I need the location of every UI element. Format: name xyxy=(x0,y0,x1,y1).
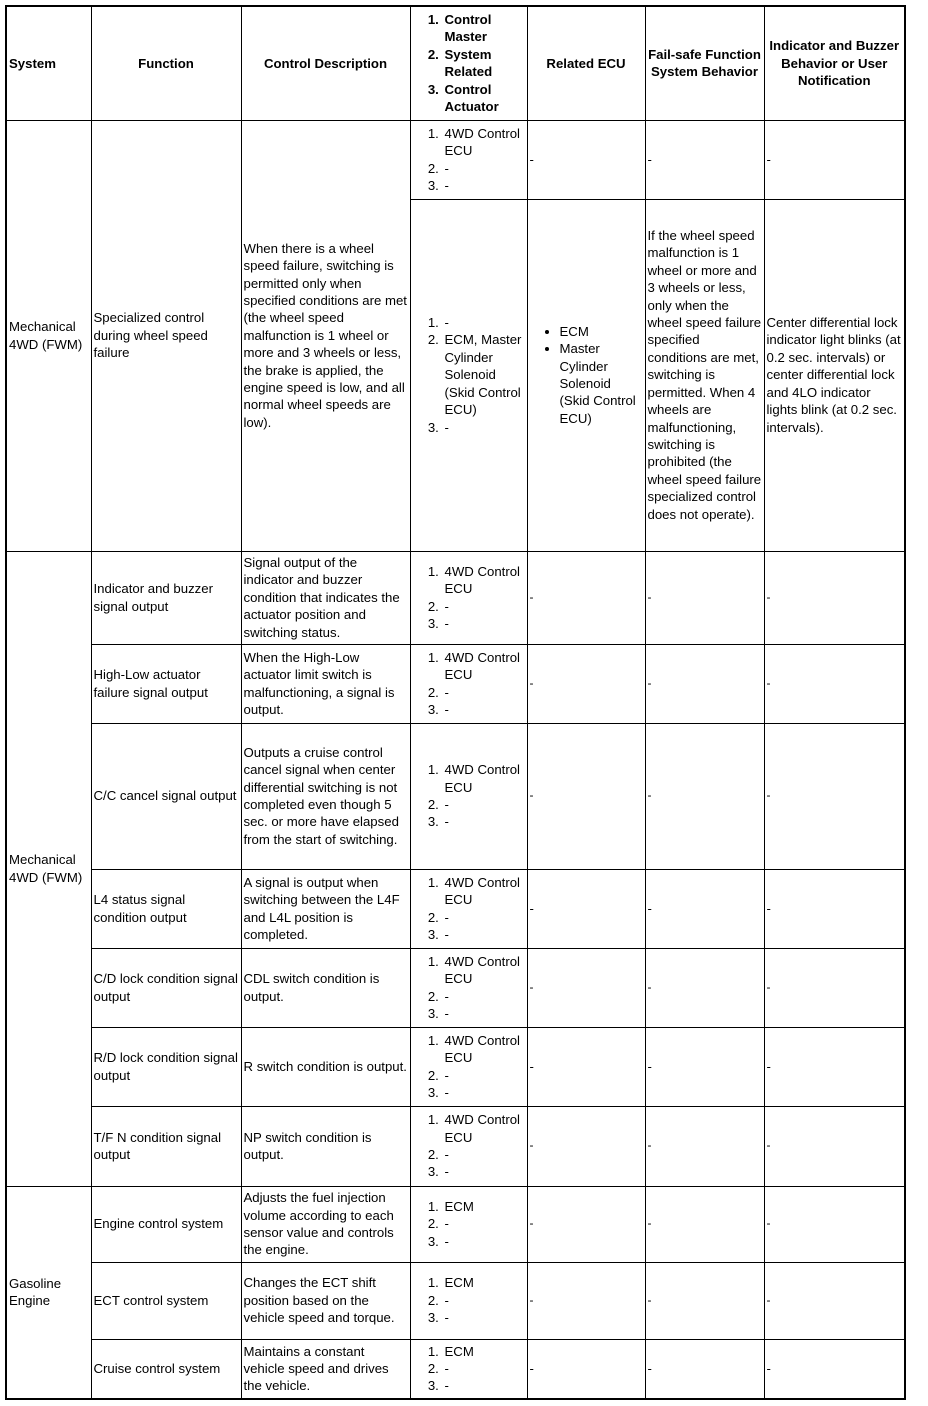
system-function-table xyxy=(5,5,906,1400)
indicator-cell: - xyxy=(764,1262,905,1339)
control-master-item: 2. - xyxy=(443,1360,525,1377)
header-control-description: Control Description xyxy=(241,6,410,120)
fail-safe-cell: - xyxy=(645,551,764,644)
control-master-cell xyxy=(410,948,527,1027)
table-row xyxy=(6,120,905,199)
control-master-item: 2. - xyxy=(443,988,525,1005)
control-master-item: 2. - xyxy=(443,684,525,701)
fail-safe-cell: - xyxy=(645,723,764,869)
control-master-cell xyxy=(410,199,527,551)
control-master-item: 2. - xyxy=(443,1146,525,1163)
table-row xyxy=(6,1186,905,1262)
header-control-master-item: 1. Control Master xyxy=(443,11,525,46)
control-master-item: 1. 4WD Control ECU xyxy=(443,649,525,684)
indicator-cell: Center differential lock indicator light blinks (at 0.2 sec. intervals) or center differential lock and 4LO indicator lights blink (at 0.2 sec. intervals). xyxy=(764,199,905,551)
table-row xyxy=(6,644,905,723)
related-ecu-cell: - xyxy=(527,723,645,869)
function-cell: Specialized control during wheel speed failure xyxy=(91,120,241,551)
description-cell: NP switch condition is output. xyxy=(241,1106,410,1186)
related-ecu-cell: - xyxy=(527,1339,645,1399)
table-row xyxy=(6,1106,905,1186)
related-ecu-cell: - xyxy=(527,1262,645,1339)
fail-safe-cell: - xyxy=(645,1106,764,1186)
indicator-cell: - xyxy=(764,723,905,869)
control-master-cell xyxy=(410,723,527,869)
related-ecu-cell: - xyxy=(527,869,645,948)
related-ecu-cell: - xyxy=(527,1186,645,1262)
control-master-item: 2. - xyxy=(443,160,525,177)
control-master-cell xyxy=(410,644,527,723)
control-master-item: 1. 4WD Control ECU xyxy=(443,761,525,796)
description-cell: R switch condition is output. xyxy=(241,1027,410,1106)
control-master-cell xyxy=(410,120,527,199)
description-cell: Outputs a cruise control cancel signal when center differential switching is not completed even though 5 sec. or more have elapsed from the start of switching. xyxy=(241,723,410,869)
function-cell: Engine control system xyxy=(91,1186,241,1262)
control-master-item: 3. - xyxy=(443,1377,525,1394)
fail-safe-cell: - xyxy=(645,869,764,948)
table-row xyxy=(6,1262,905,1339)
fail-safe-cell: - xyxy=(645,1186,764,1262)
table-row xyxy=(6,1339,905,1399)
function-cell: Cruise control system xyxy=(91,1339,241,1399)
description-cell: Maintains a constant vehicle speed and drives the vehicle. xyxy=(241,1339,410,1399)
related-ecu-cell: - xyxy=(527,644,645,723)
fail-safe-cell: - xyxy=(645,1339,764,1399)
control-master-item: 3. - xyxy=(443,813,525,830)
table-row xyxy=(6,551,905,644)
description-cell: A signal is output when switching between the L4F and L4L position is completed. xyxy=(241,869,410,948)
control-master-item: 1. ECM xyxy=(443,1274,525,1291)
header-control-master-item: 3. Control Actuator xyxy=(443,81,525,116)
fail-safe-cell: - xyxy=(645,644,764,723)
control-master-item: 1. - xyxy=(443,314,525,331)
description-cell: Signal output of the indicator and buzzer condition that indicates the actuator position and switching status. xyxy=(241,551,410,644)
control-master-item: 3. - xyxy=(443,177,525,194)
indicator-cell: - xyxy=(764,120,905,199)
header-fail-safe: Fail-safe Function System Behavior xyxy=(645,6,764,120)
control-master-item: 3. - xyxy=(443,419,525,436)
header-control-master-item: 2. System Related xyxy=(443,46,525,81)
control-master-cell xyxy=(410,1106,527,1186)
related-ecu-cell: - xyxy=(527,551,645,644)
control-master-item: 3. - xyxy=(443,926,525,943)
indicator-cell: - xyxy=(764,1339,905,1399)
control-master-item: 1. 4WD Control ECU xyxy=(443,563,525,598)
related-ecu-cell: - xyxy=(527,948,645,1027)
related-ecu-cell: - xyxy=(527,1106,645,1186)
fail-safe-cell: If the wheel speed malfunction is 1 wheel or more and 3 wheels or less, only when the wheel speed failure specified conditions are met, switching is permitted. When 4 wheels are malfunctioning, switching is prohibited (the wheel speed failure specialized control does not operate). xyxy=(645,199,764,551)
control-master-item: 2. - xyxy=(443,1215,525,1232)
description-cell: Adjusts the fuel injection volume according to each sensor value and controls the engine. xyxy=(241,1186,410,1262)
control-master-cell xyxy=(410,1262,527,1339)
fail-safe-cell: - xyxy=(645,948,764,1027)
header-function: Function xyxy=(91,6,241,120)
description-cell: When there is a wheel speed failure, switching is permitted only when specified conditions are met (the wheel speed malfunction is 1 wheel or more and 3 wheels or less, the brake is applied, the engine speed is low, and all normal wheel speeds are low). xyxy=(241,120,410,551)
function-cell: Indicator and buzzer signal output xyxy=(91,551,241,644)
control-master-item: 3. - xyxy=(443,1163,525,1180)
function-cell: ECT control system xyxy=(91,1262,241,1339)
control-master-item: 1. 4WD Control ECU xyxy=(443,125,525,160)
system-cell: Mechanical 4WD (FWM) xyxy=(6,551,91,1186)
description-cell: When the High-Low actuator limit switch is malfunctioning, a signal is output. xyxy=(241,644,410,723)
control-master-item: 2. - xyxy=(443,796,525,813)
related-ecu-cell: - xyxy=(527,1027,645,1106)
control-master-item: 2. - xyxy=(443,909,525,926)
control-master-item: 1. ECM xyxy=(443,1198,525,1215)
function-cell: R/D lock condition signal output xyxy=(91,1027,241,1106)
header-row xyxy=(6,6,905,120)
function-cell: C/C cancel signal output xyxy=(91,723,241,869)
control-master-item: 1. 4WD Control ECU xyxy=(443,1111,525,1146)
function-cell: High-Low actuator failure signal output xyxy=(91,644,241,723)
indicator-cell: - xyxy=(764,551,905,644)
indicator-cell: - xyxy=(764,644,905,723)
indicator-cell: - xyxy=(764,948,905,1027)
control-master-item: 3. - xyxy=(443,701,525,718)
control-master-item: 3. - xyxy=(443,1233,525,1250)
function-cell: C/D lock condition signal output xyxy=(91,948,241,1027)
description-cell: Changes the ECT shift position based on the vehicle speed and torque. xyxy=(241,1262,410,1339)
control-master-item: 1. 4WD Control ECU xyxy=(443,953,525,988)
indicator-cell: - xyxy=(764,1106,905,1186)
indicator-cell: - xyxy=(764,1027,905,1106)
header-related-ecu: Related ECU xyxy=(527,6,645,120)
table-row xyxy=(6,1027,905,1106)
control-master-cell xyxy=(410,551,527,644)
related-ecu-item: • Master Cylinder Solenoid (Skid Control ECU) xyxy=(560,340,643,427)
fail-safe-cell: - xyxy=(645,1262,764,1339)
control-master-item: 2. - xyxy=(443,598,525,615)
control-master-item: 1. ECM xyxy=(443,1343,525,1360)
description-cell: CDL switch condition is output. xyxy=(241,948,410,1027)
control-master-item: 2. ECM, Master Cylinder Solenoid (Skid Control ECU) xyxy=(443,331,525,418)
control-master-item: 3. - xyxy=(443,615,525,632)
indicator-cell: - xyxy=(764,869,905,948)
header-indicator: Indicator and Buzzer Behavior or User Notification xyxy=(764,6,905,120)
system-cell: Gasoline Engine xyxy=(6,1186,91,1399)
indicator-cell: - xyxy=(764,1186,905,1262)
control-master-item: 2. - xyxy=(443,1292,525,1309)
control-master-item: 3. - xyxy=(443,1005,525,1022)
function-cell: L4 status signal condition output xyxy=(91,869,241,948)
control-master-item: 3. - xyxy=(443,1309,525,1326)
related-ecu-cell xyxy=(527,199,645,551)
table-row xyxy=(6,723,905,869)
function-cell: T/F N condition signal output xyxy=(91,1106,241,1186)
control-master-cell xyxy=(410,869,527,948)
control-master-item: 2. - xyxy=(443,1067,525,1084)
control-master-item: 3. - xyxy=(443,1084,525,1101)
header-system: System xyxy=(6,6,91,120)
system-cell: Mechanical 4WD (FWM) xyxy=(6,120,91,551)
control-master-item: 1. 4WD Control ECU xyxy=(443,874,525,909)
table-row xyxy=(6,869,905,948)
table-row xyxy=(6,948,905,1027)
fail-safe-cell: - xyxy=(645,1027,764,1106)
fail-safe-cell: - xyxy=(645,120,764,199)
related-ecu-cell: - xyxy=(527,120,645,199)
control-master-cell xyxy=(410,1027,527,1106)
related-ecu-item: • ECM xyxy=(560,323,643,340)
control-master-item: 1. 4WD Control ECU xyxy=(443,1032,525,1067)
control-master-cell xyxy=(410,1186,527,1262)
control-master-cell xyxy=(410,1339,527,1399)
header-control-master xyxy=(410,6,527,120)
